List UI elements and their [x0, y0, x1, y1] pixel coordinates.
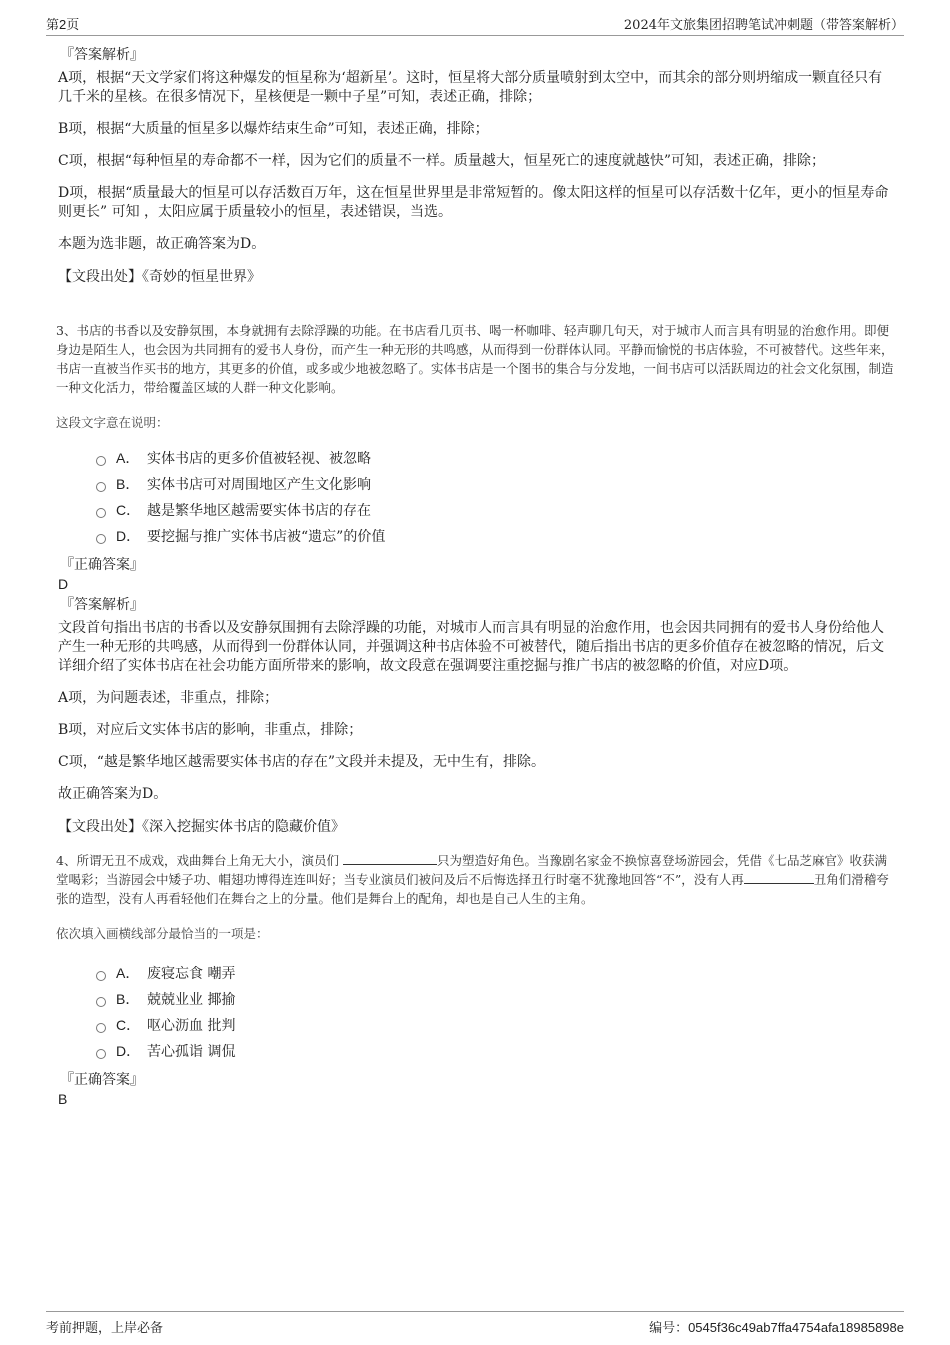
- fill-blank-2[interactable]: [744, 871, 814, 884]
- q3-stem: 3、书店的书香以及安静氛围，本身就拥有去除浮躁的功能。在书店看几页书、喝一杯咖啡、轻声聊几句天，对于城市人而言具有明显的治愈作用。即便身边是陌生人，也会因为共同拥有的爱书人身份，而产生一种无形的共鸣感，从而得到一份群体认同。平静而愉悦的书店体验，不可被替代。这些年来，书店一直被当作买书的地方，其更多的价值，或多或少地被忽略了。实体书店是一个图书的集合与分发地，一间书店可以活跃周边的社会文化氛围，制造一种文化活力，带给覆盖区域的人群一种文化影响。: [56, 323, 894, 395]
- q3-option-a[interactable]: A． 实体书店的更多价值被轻视、被忽略: [96, 445, 896, 471]
- q4-answer-label: 『正确答案』: [60, 1072, 144, 1088]
- q4-options: [96, 960, 896, 1064]
- radio-icon[interactable]: [96, 971, 106, 981]
- q2-analysis-b: B项，根据“大质量的恒星多以爆炸结束生命”可知，表述正确，排除；: [58, 121, 489, 137]
- radio-icon[interactable]: [96, 456, 106, 466]
- q3-analysis-main: 文段首句指出书店的书香以及安静氛围拥有去除浮躁的功能，对城市人而言具有明显的治愈作用，也会因共同拥有的爱书人身份给他人产生一种无形的共鸣感，从而得到一份群体认同，并强调这种书店体验不可被替代，随后指出书店的更多价值存在被忽略的情况，后文详细介绍了实体书店在社会功能方面所带来的影响，故文段意在强调要注重挖掘与推广书店的被忽略的价值，对应D项。: [58, 620, 884, 674]
- q4-option-a[interactable]: A． 废寝忘食 嘲弄: [96, 960, 896, 986]
- q4-option-d[interactable]: D． 苦心孤诣 调侃: [96, 1038, 896, 1064]
- page-footer: [46, 1311, 904, 1336]
- document-title: 2024年文旅集团招聘笔试冲刺题（带答案解析）: [623, 18, 904, 33]
- footer-slogan: 考前押题，上岸必备: [46, 1321, 164, 1336]
- q4-option-b[interactable]: B． 兢兢业业 揶揄: [96, 986, 896, 1012]
- q3-answer: D: [58, 576, 69, 592]
- q3-analysis-c: C项，“越是繁华地区越需要实体书店的存在”文段并未提及，无中生有，排除。: [58, 754, 546, 770]
- q3-answer-label: 『正确答案』: [60, 557, 144, 573]
- radio-icon[interactable]: [96, 534, 106, 544]
- q3-conclusion: 故正确答案为D。: [58, 786, 168, 802]
- fill-blank-1[interactable]: [343, 852, 437, 865]
- radio-icon[interactable]: [96, 997, 106, 1007]
- document-body: [56, 45, 896, 1110]
- q2-analysis-d: D项，根据“质量最大的恒星可以存活数百万年，这在恒星世界里是非常短暂的。像太阳这样的恒星可以存活数十亿年，更小的恒星寿命则更长” 可知 ，太阳应属于质量较小的恒星，表述错误，当选。: [58, 185, 889, 220]
- q2-analysis-label: 『答案解析』: [60, 47, 144, 63]
- q3-option-c[interactable]: C． 越是繁华地区越需要实体书店的存在: [96, 497, 896, 523]
- radio-icon[interactable]: [96, 508, 106, 518]
- q3-source: 【文段出处】《深入挖掘实体书店的隐藏价值》: [58, 819, 345, 835]
- q2-analysis-a: A项，根据“天文学家们将这种爆发的恒星称为‘超新星’。这时，恒星将大部分质量喷射到太空中，而其余的部分则坍缩成一颗直径只有几千米的星核。在很多情况下，星核便是一颗中子星”可知，表述正确，排除；: [58, 70, 883, 105]
- page-header: [46, 13, 904, 36]
- q4-stem: 4、所谓无丑不成戏，戏曲舞台上角无大小，演员们 只为塑造好角色。当豫剧名家金不换惊喜登场游园会，凭借《七品芝麻官》收获满堂喝彩；当游园会中矮子功、帽翅功博得连连叫好；当专业演员们被问及后不后悔选择丑行时毫不犹豫地回答“不”，没有人再 丑角们滑稽夸张的造型，没有人再看轻他们在舞台之上的分量。他们是舞台上的配角，却也是自己人生的主角。: [56, 853, 889, 906]
- q4-prompt: 依次填入画横线部分最恰当的一项是：: [56, 926, 269, 941]
- q3-analysis-label: 『答案解析』: [60, 597, 144, 613]
- q3-analysis-a: A项，为问题表述，非重点，排除；: [58, 690, 279, 706]
- q4-option-c[interactable]: C． 呕心沥血 批判: [96, 1012, 896, 1038]
- q2-conclusion: 本题为选非题，故正确答案为D。: [58, 236, 266, 252]
- document-id: 编号：0545f36c49ab7ffa4754afa18985898e: [649, 1320, 904, 1335]
- q3-options: [96, 445, 896, 549]
- radio-icon[interactable]: [96, 1049, 106, 1059]
- radio-icon[interactable]: [96, 1023, 106, 1033]
- q3-option-d[interactable]: D． 要挖掘与推广实体书店被“遗忘”的价值: [96, 523, 896, 549]
- q4-answer: B: [58, 1091, 68, 1107]
- q3-analysis-b: B项，对应后文实体书店的影响，非重点，排除；: [58, 722, 363, 738]
- q3-prompt: 这段文字意在说明：: [56, 415, 169, 430]
- q2-analysis-c: C项，根据“每种恒星的寿命都不一样，因为它们的质量不一样。质量越大，恒星死亡的速度就越快”可知，表述正确，排除；: [58, 153, 826, 169]
- page-number: 第2页: [46, 17, 80, 32]
- q2-source: 【文段出处】《奇妙的恒星世界》: [58, 269, 261, 285]
- q3-option-b[interactable]: B． 实体书店可对周围地区产生文化影响: [96, 471, 896, 497]
- radio-icon[interactable]: [96, 482, 106, 492]
